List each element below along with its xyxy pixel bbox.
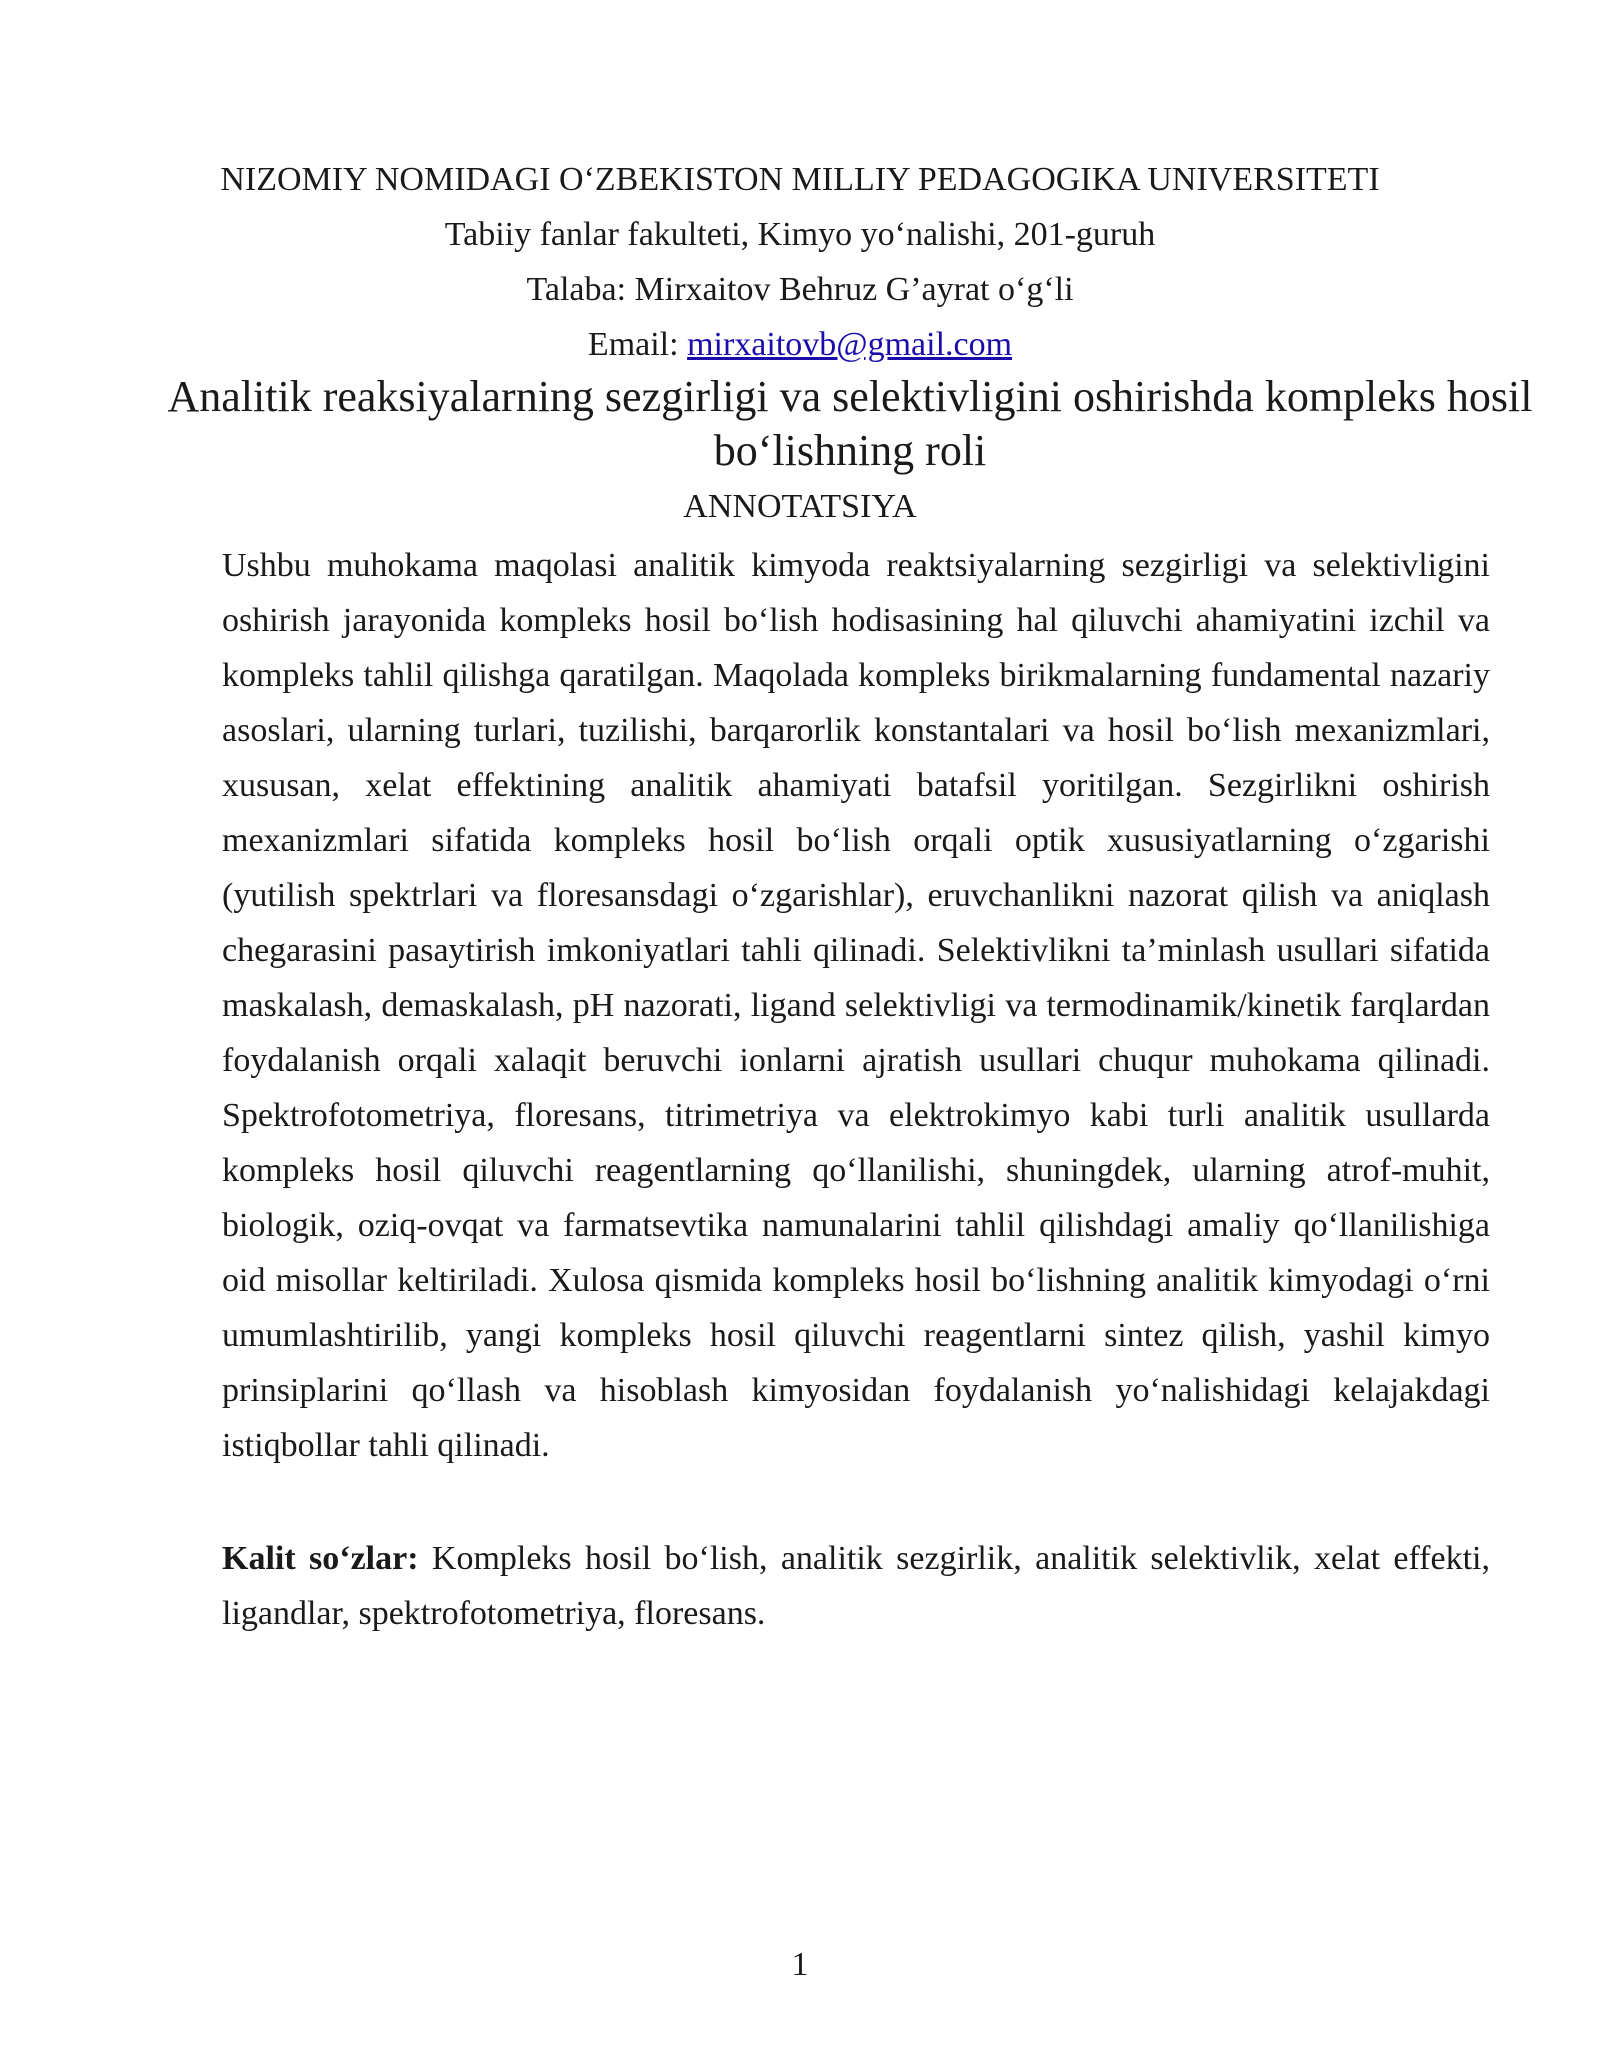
university-name: NIZOMIY NOMIDAGI O‘ZBEKISTON MILLIY PEDAGOGIKA UNIVERSITETI	[220, 161, 1380, 198]
page-number: 1	[791, 1946, 809, 1983]
keywords-paragraph	[222, 1531, 1490, 1641]
email-link[interactable]: mirxaitovb@gmail.com	[687, 326, 1013, 363]
keywords-label: Kalit so‘zlar:	[222, 1540, 419, 1577]
annotation-heading: ANNOTATSIYA	[683, 488, 917, 525]
paper-title: Analitik reaksiyalarning sezgirligi va selektivligini oshirishda kompleks hosil bo‘lishning roli	[167, 372, 1533, 475]
keywords-text: Kompleks hosil bo‘lish, analitik sezgirlik, analitik selektivlik, xelat effekti, ligandlar, spektrofotometriya, floresans.	[222, 1540, 1490, 1632]
email-label: Email:	[587, 326, 688, 363]
faculty-line: Tabiiy fanlar fakulteti, Kimyo yo‘nalishi, 201-guruh	[444, 216, 1156, 253]
abstract-paragraph: Ushbu muhokama maqolasi analitik kimyoda reaktsiyalarning sezgirligi va selektivligini oshirish jarayonida kompleks hosil bo‘lish hodisasining hal qiluvchi ahamiyatini izchil va kompleks tahlil qilishga qaratilgan. Maqolada kompleks birikmalarning fundamental nazariy asoslari, ularning turlari, tuzilishi, barqarorlik konstantalari va hosil bo‘lish mexanizmlari, xususan, xelat effektining analitik ahamiyati batafsil yoritilgan. Sezgirlikni oshirish mexanizmlari sifatida kompleks hosil bo‘lish orqali optik xususiyatlarning o‘zgarishi (yutilish spektrlari va floresansdagi o‘zgarishlar), eruvchanlikni nazorat qilish va aniqlash chegarasini pasaytirish imkoniyatlari tahli qilinadi. Selektivlikni ta’minlash usullari sifatida maskalash, demaskalash, pH nazorati, ligand selektivligi va termodinamik/kinetik farqlardan foydalanish orqali xalaqit beruvchi ionlarni ajratish usullari chuqur muhokama qilinadi. Spektrofotometriya, floresans, titrimetriya va elektrokimyo kabi turli analitik usullarda kompleks hosil qiluvchi reagentlarning qo‘llanilishi, shuningdek, ularning atrof-muhit, biologik, oziq-ovqat va farmatsevtika namunalarini tahlil qilishdagi amaliy qo‘llanilishiga oid misollar keltiriladi. Xulosa qismida kompleks hosil bo‘lishning analitik kimyodagi o‘rni umumlashtirilib, yangi kompleks hosil qiluvchi reagentlarni sintez qilish, yashil kimyo prinsiplarini qo‘llash va hisoblash kimyosidan foydalanish yo‘nalishidagi kelajakdagi istiqbollar tahli qilinadi.	[222, 547, 1490, 1464]
email-line	[0, 325, 1600, 365]
student-line: Talaba: Mirxaitov Behruz G’ayrat o‘g‘li	[526, 271, 1074, 308]
